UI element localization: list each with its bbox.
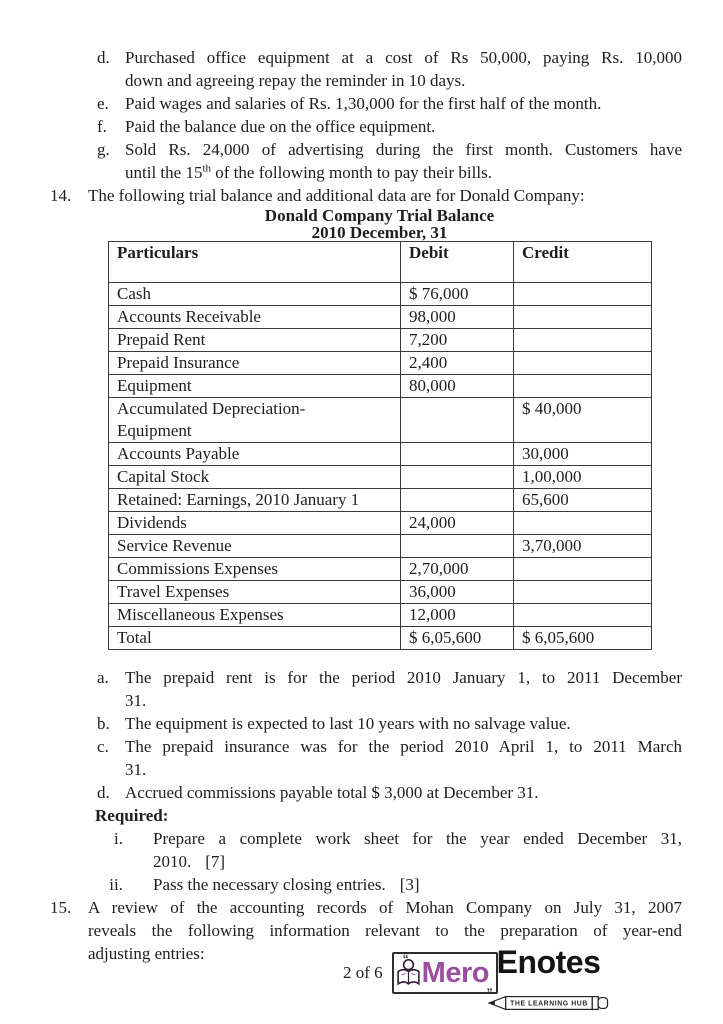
cell-particulars: Service Revenue [109,535,401,558]
text-line: Accumulated Depreciation- [117,399,306,418]
cell-credit: 30,000 [514,443,652,466]
cell-credit [514,352,652,375]
footer [343,944,617,1010]
question-number: 15. [50,898,72,917]
table-row [109,375,652,398]
text-line [125,161,682,184]
table-row [109,581,652,604]
cell-credit: $ 40,000 [514,398,652,443]
cell-particulars: Miscellaneous Expenses [109,604,401,627]
cell-particulars: Retained: Earnings, 2010 January 1 [109,489,401,512]
table-row [109,398,652,443]
page-number: 2 of 6 [343,963,383,982]
cell-credit [514,512,652,535]
quote-close-mark: ” [486,986,493,1000]
logo-box [392,952,498,1000]
cell-credit [514,283,652,306]
cell-debit: 98,000 [401,306,514,329]
table-row [109,604,652,627]
item-marker: f. [97,117,107,136]
cell-particulars: Equipment [109,375,401,398]
cell-debit: 36,000 [401,581,514,604]
list-item-d [0,46,723,92]
text-line [153,873,682,896]
text-fragment: of the following month to pay their bills. [211,163,492,182]
item-text [125,712,682,735]
text-line: A review of the accounting records of Mohan Company on July 31, 2007 [88,898,682,917]
item-marker: e. [97,94,109,113]
cell-debit: $ 6,05,600 [401,627,514,650]
cell-particulars: Commissions Expenses [109,558,401,581]
header-debit: Debit [401,242,514,283]
required-list [0,827,723,896]
logo-tagline: THE LEARNING HUB [509,1000,588,1008]
text-fragment: until the 15 [125,163,203,182]
table-row [109,558,652,581]
cell-particulars [109,398,401,443]
text-line: 31. [125,691,147,710]
cell-credit [514,329,652,352]
item-marker: a. [97,668,109,687]
text-line: Purchased office equipment at a cost of Rs 50,000, paying Rs. 10,000 [125,48,682,67]
brand-enotes: Enotes [496,944,601,980]
list-item-g [0,138,723,184]
text-line: down and agreeing repay the reminder in 10 days. [125,71,466,90]
text-line: Paid the balance due on the office equipment. [125,117,436,136]
item-marker: g. [97,140,110,159]
cell-debit: $ 76,000 [401,283,514,306]
text-line: Sold Rs. 24,000 of advertising during the first month. Customers have [125,140,682,159]
item-text [125,92,682,115]
header-credit: Credit [514,242,652,283]
ordinal-superscript: th [202,162,212,175]
text-line: The prepaid insurance was for the period 2010 April 1, to 2011 March [125,737,682,756]
question-14-intro [0,184,723,207]
cell-credit [514,375,652,398]
item-marker: i. [114,829,123,848]
marks-badge: [7] [205,852,226,871]
table-row [109,443,652,466]
cell-debit [401,398,514,443]
item-text [125,46,682,92]
trial-balance-title: Donald Company Trial Balance [264,206,495,225]
list-item-e [0,92,723,115]
cell-credit: 3,70,000 [514,535,652,558]
cell-debit: 12,000 [401,604,514,627]
cell-debit: 7,200 [401,329,514,352]
text-fragment: 2010. [153,852,192,871]
cell-credit: 65,600 [514,489,652,512]
table-header-row [109,242,652,283]
item-marker: d. [97,48,110,67]
list-item-f [0,115,723,138]
text-line [153,850,682,873]
cell-credit [514,604,652,627]
cell-debit: 80,000 [401,375,514,398]
quote-open-mark: “ [402,952,409,966]
table-row [109,512,652,535]
table-row-total [109,627,652,650]
cell-debit [401,466,514,489]
note-item-d [0,781,723,804]
cell-particulars: Accounts Payable [109,443,401,466]
note-item-b [0,712,723,735]
question-number: 14. [50,186,72,205]
note-item-c [0,735,723,781]
cell-debit: 24,000 [401,512,514,535]
text-line: Prepare a complete work sheet for the year ended December 31, [153,829,682,848]
trial-balance-subtitle: 2010 December, 31 [311,223,448,242]
cell-debit: 2,70,000 [401,558,514,581]
text-line: The following trial balance and additional data are for Donald Company: [88,186,585,205]
pencil-banner-icon [488,994,610,1012]
meroenotes-logo [392,944,617,1010]
table-row [109,535,652,558]
cell-credit [514,558,652,581]
cell-debit: 2,400 [401,352,514,375]
question-text [88,184,682,207]
cell-particulars: Travel Expenses [109,581,401,604]
text-line: The equipment is expected to last 10 years with no salvage value. [125,714,571,733]
note-item-a [0,666,723,712]
item-text [125,138,682,184]
cell-particulars: Prepaid Insurance [109,352,401,375]
trial-balance-table [108,241,652,650]
cell-credit [514,581,652,604]
table-row [109,329,652,352]
table-row [109,489,652,512]
item-marker: ii. [109,875,123,894]
cell-particulars: Dividends [109,512,401,535]
table-row [109,283,652,306]
required-item-i [0,827,723,873]
table-row [109,466,652,489]
question-14 [0,184,723,896]
cell-debit [401,489,514,512]
cell-credit: $ 6,05,600 [514,627,652,650]
cell-debit [401,443,514,466]
cell-particulars: Total [109,627,401,650]
notes-list [0,666,723,804]
item-marker: b. [97,714,110,733]
item-text [125,735,682,781]
cell-particulars: Accounts Receivable [109,306,401,329]
text-line: Equipment [117,421,192,440]
required-label: Required: [95,806,169,825]
required-item-ii [0,873,723,896]
text-line: reveals the following information relevant to the preparation of year-end [88,921,682,940]
text-line: 31. [125,760,147,779]
text-line: adjusting entries: [88,944,205,963]
text-line: Paid wages and salaries of Rs. 1,30,000 for the first half of the month. [125,94,602,113]
item-text [125,666,682,712]
item-text [125,115,682,138]
cell-particulars: Capital Stock [109,466,401,489]
table-row [109,306,652,329]
cell-particulars: Cash [109,283,401,306]
header-particulars: Particulars [109,242,401,283]
item-text [125,781,682,804]
table-row [109,352,652,375]
text-line: The prepaid rent is for the period 2010 January 1, to 2011 December [125,668,682,687]
item-marker: d. [97,783,110,802]
cell-particulars: Prepaid Rent [109,329,401,352]
text-fragment: Pass the necessary closing entries. [153,875,386,894]
text-line: Accrued commissions payable total $ 3,000 at December 31. [125,783,539,802]
item-marker: c. [97,737,109,756]
marks-badge: [3] [399,875,420,894]
item-text [153,873,682,896]
intro-list [0,46,723,184]
item-text [153,827,682,873]
cell-debit [401,535,514,558]
cell-credit: 1,00,000 [514,466,652,489]
cell-credit [514,306,652,329]
brand-mero: Mero [421,956,489,989]
